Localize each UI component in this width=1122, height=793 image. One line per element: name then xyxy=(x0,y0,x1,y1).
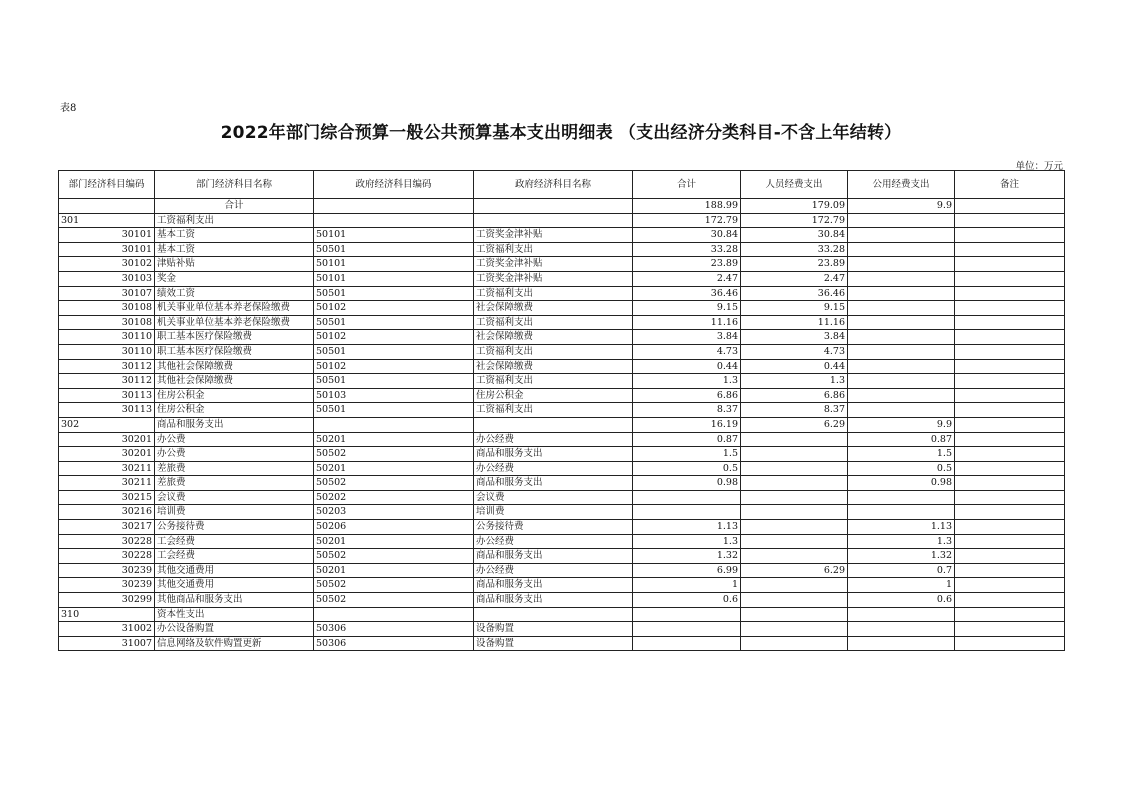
cell-total xyxy=(633,505,741,520)
cell-personnel xyxy=(741,432,848,447)
cell-public xyxy=(848,607,955,622)
table-row xyxy=(59,228,1065,243)
cell-dept-code: 30108 xyxy=(59,315,155,330)
cell-gov-code: 50101 xyxy=(314,228,474,243)
cell-total xyxy=(633,607,741,622)
cell-dept-code: 30101 xyxy=(59,228,155,243)
cell-total: 172.79 xyxy=(633,213,741,228)
cell-dept-code: 30299 xyxy=(59,593,155,608)
cell-dept-name: 职工基本医疗保险缴费 xyxy=(155,330,314,345)
cell-dept-name: 绩效工资 xyxy=(155,286,314,301)
cell-public: 1.13 xyxy=(848,520,955,535)
cell-note xyxy=(955,301,1065,316)
cell-gov-name: 培训费 xyxy=(474,505,633,520)
cell-note xyxy=(955,315,1065,330)
cell-gov-name: 商品和服务支出 xyxy=(474,578,633,593)
cell-gov-name xyxy=(474,417,633,432)
cell-personnel: 36.46 xyxy=(741,286,848,301)
cell-dept-code: 30239 xyxy=(59,563,155,578)
cell-note xyxy=(955,257,1065,272)
cell-gov-name: 办公经费 xyxy=(474,534,633,549)
cell-dept-code: 30228 xyxy=(59,534,155,549)
unit-label: 单位：万元 xyxy=(1015,161,1063,172)
header-gov-name: 政府经济科目名称 xyxy=(474,171,633,199)
cell-gov-name: 商品和服务支出 xyxy=(474,593,633,608)
cell-dept-code: 310 xyxy=(59,607,155,622)
cell-dept-name: 机关事业单位基本养老保险缴费 xyxy=(155,315,314,330)
cell-public xyxy=(848,330,955,345)
table-row xyxy=(59,549,1065,564)
cell-gov-name: 工资奖金津补贴 xyxy=(474,257,633,272)
cell-public xyxy=(848,242,955,257)
cell-total: 1.13 xyxy=(633,520,741,535)
cell-dept-code: 31007 xyxy=(59,636,155,651)
cell-gov-name xyxy=(474,607,633,622)
cell-public xyxy=(848,490,955,505)
cell-note xyxy=(955,359,1065,374)
table-row xyxy=(59,432,1065,447)
cell-personnel xyxy=(741,636,848,651)
total-gname-cell xyxy=(474,199,633,214)
cell-gov-code: 50201 xyxy=(314,563,474,578)
cell-gov-code: 50502 xyxy=(314,476,474,491)
cell-gov-name: 工资奖金津补贴 xyxy=(474,228,633,243)
cell-total: 6.99 xyxy=(633,563,741,578)
cell-personnel: 6.86 xyxy=(741,388,848,403)
cell-gov-code: 50501 xyxy=(314,403,474,418)
cell-gov-name: 设备购置 xyxy=(474,636,633,651)
cell-gov-code: 50201 xyxy=(314,461,474,476)
cell-gov-name: 工资福利支出 xyxy=(474,374,633,389)
cell-total xyxy=(633,636,741,651)
cell-note xyxy=(955,447,1065,462)
cell-total: 23.89 xyxy=(633,257,741,272)
cell-gov-name: 商品和服务支出 xyxy=(474,549,633,564)
table-row xyxy=(59,403,1065,418)
table-row xyxy=(59,315,1065,330)
cell-gov-code: 50501 xyxy=(314,242,474,257)
table-row xyxy=(59,374,1065,389)
cell-note xyxy=(955,374,1065,389)
cell-dept-code: 30113 xyxy=(59,403,155,418)
total-personnel: 179.09 xyxy=(741,199,848,214)
cell-public: 9.9 xyxy=(848,417,955,432)
cell-dept-code: 30112 xyxy=(59,359,155,374)
cell-total: 33.28 xyxy=(633,242,741,257)
cell-note xyxy=(955,432,1065,447)
cell-public xyxy=(848,271,955,286)
budget-table xyxy=(58,170,1065,651)
cell-dept-name: 机关事业单位基本养老保险缴费 xyxy=(155,301,314,316)
cell-gov-name: 社会保障缴费 xyxy=(474,301,633,316)
cell-gov-code: 50502 xyxy=(314,549,474,564)
category-row xyxy=(59,417,1065,432)
cell-dept-code: 30113 xyxy=(59,388,155,403)
cell-total: 1.3 xyxy=(633,374,741,389)
cell-personnel: 4.73 xyxy=(741,344,848,359)
cell-gov-code: 50501 xyxy=(314,344,474,359)
cell-total: 6.86 xyxy=(633,388,741,403)
cell-gov-name: 工资福利支出 xyxy=(474,315,633,330)
cell-gov-name: 社会保障缴费 xyxy=(474,359,633,374)
table-row xyxy=(59,257,1065,272)
cell-gov-code: 50102 xyxy=(314,359,474,374)
cell-gov-code: 50201 xyxy=(314,432,474,447)
total-label: 合计 xyxy=(155,199,314,214)
cell-public xyxy=(848,388,955,403)
cell-public xyxy=(848,286,955,301)
cell-note xyxy=(955,593,1065,608)
total-amount: 188.99 xyxy=(633,199,741,214)
cell-note xyxy=(955,476,1065,491)
cell-dept-code: 301 xyxy=(59,213,155,228)
cell-gov-code: 50103 xyxy=(314,388,474,403)
cell-dept-code: 30216 xyxy=(59,505,155,520)
cell-dept-name: 工资福利支出 xyxy=(155,213,314,228)
cell-total: 2.47 xyxy=(633,271,741,286)
table-row xyxy=(59,330,1065,345)
table-row xyxy=(59,563,1065,578)
cell-gov-code: 50102 xyxy=(314,330,474,345)
cell-gov-code: 50502 xyxy=(314,447,474,462)
cell-public: 1.5 xyxy=(848,447,955,462)
table-row xyxy=(59,622,1065,637)
cell-gov-name: 工资福利支出 xyxy=(474,242,633,257)
table-row xyxy=(59,242,1065,257)
cell-gov-code: 50203 xyxy=(314,505,474,520)
cell-public: 0.5 xyxy=(848,461,955,476)
cell-note xyxy=(955,505,1065,520)
cell-gov-code: 50101 xyxy=(314,271,474,286)
cell-note xyxy=(955,388,1065,403)
cell-dept-code: 30110 xyxy=(59,330,155,345)
cell-dept-name: 培训费 xyxy=(155,505,314,520)
cell-dept-name: 办公费 xyxy=(155,447,314,462)
cell-public xyxy=(848,344,955,359)
cell-public: 1.32 xyxy=(848,549,955,564)
cell-gov-name: 会议费 xyxy=(474,490,633,505)
total-gcode-cell xyxy=(314,199,474,214)
cell-public xyxy=(848,374,955,389)
cell-dept-name: 基本工资 xyxy=(155,242,314,257)
cell-public xyxy=(848,301,955,316)
cell-personnel xyxy=(741,505,848,520)
cell-gov-code: 50206 xyxy=(314,520,474,535)
cell-gov-code: 50306 xyxy=(314,636,474,651)
cell-total xyxy=(633,490,741,505)
cell-total: 36.46 xyxy=(633,286,741,301)
cell-dept-name: 津贴补贴 xyxy=(155,257,314,272)
cell-note xyxy=(955,520,1065,535)
cell-total: 1.32 xyxy=(633,549,741,564)
cell-note xyxy=(955,490,1065,505)
total-public: 9.9 xyxy=(848,199,955,214)
cell-note xyxy=(955,403,1065,418)
cell-personnel xyxy=(741,549,848,564)
cell-dept-name: 奖金 xyxy=(155,271,314,286)
cell-total: 8.37 xyxy=(633,403,741,418)
cell-gov-name: 办公经费 xyxy=(474,432,633,447)
cell-personnel: 8.37 xyxy=(741,403,848,418)
cell-public: 0.7 xyxy=(848,563,955,578)
table-row xyxy=(59,593,1065,608)
cell-dept-code: 30103 xyxy=(59,271,155,286)
header-dept-code: 部门经济科目编码 xyxy=(59,171,155,199)
cell-dept-code: 30102 xyxy=(59,257,155,272)
cell-dept-code: 30217 xyxy=(59,520,155,535)
cell-note xyxy=(955,636,1065,651)
cell-dept-code: 30107 xyxy=(59,286,155,301)
cell-personnel: 0.44 xyxy=(741,359,848,374)
cell-dept-name: 差旅费 xyxy=(155,476,314,491)
cell-note xyxy=(955,563,1065,578)
cell-public xyxy=(848,213,955,228)
cell-gov-code: 50201 xyxy=(314,534,474,549)
cell-dept-name: 其他商品和服务支出 xyxy=(155,593,314,608)
cell-gov-code xyxy=(314,213,474,228)
cell-personnel: 172.79 xyxy=(741,213,848,228)
cell-gov-code: 50502 xyxy=(314,578,474,593)
cell-total: 1 xyxy=(633,578,741,593)
cell-personnel xyxy=(741,490,848,505)
cell-gov-name: 商品和服务支出 xyxy=(474,476,633,491)
total-note-cell xyxy=(955,199,1065,214)
header-public: 公用经费支出 xyxy=(848,171,955,199)
cell-gov-code: 50101 xyxy=(314,257,474,272)
cell-dept-name: 其他交通费用 xyxy=(155,578,314,593)
cell-dept-code: 30239 xyxy=(59,578,155,593)
cell-personnel: 11.16 xyxy=(741,315,848,330)
cell-note xyxy=(955,461,1065,476)
cell-public xyxy=(848,228,955,243)
cell-note xyxy=(955,534,1065,549)
cell-total: 11.16 xyxy=(633,315,741,330)
cell-note xyxy=(955,213,1065,228)
cell-personnel: 9.15 xyxy=(741,301,848,316)
cell-gov-code xyxy=(314,607,474,622)
cell-dept-code: 30101 xyxy=(59,242,155,257)
cell-total: 9.15 xyxy=(633,301,741,316)
cell-note xyxy=(955,549,1065,564)
cell-dept-code: 30211 xyxy=(59,476,155,491)
cell-gov-name: 工资福利支出 xyxy=(474,403,633,418)
cell-dept-name: 商品和服务支出 xyxy=(155,417,314,432)
cell-note xyxy=(955,607,1065,622)
table-row xyxy=(59,476,1065,491)
cell-dept-code: 30108 xyxy=(59,301,155,316)
cell-personnel: 30.84 xyxy=(741,228,848,243)
cell-gov-name: 住房公积金 xyxy=(474,388,633,403)
table-row xyxy=(59,520,1065,535)
cell-dept-name: 住房公积金 xyxy=(155,403,314,418)
header-row xyxy=(59,171,1065,199)
cell-dept-name: 公务接待费 xyxy=(155,520,314,535)
cell-public xyxy=(848,359,955,374)
table-row xyxy=(59,534,1065,549)
header-dept-name: 部门经济科目名称 xyxy=(155,171,314,199)
cell-note xyxy=(955,242,1065,257)
cell-public xyxy=(848,257,955,272)
cell-gov-name: 商品和服务支出 xyxy=(474,447,633,462)
cell-personnel: 23.89 xyxy=(741,257,848,272)
cell-dept-code: 30110 xyxy=(59,344,155,359)
cell-dept-name: 基本工资 xyxy=(155,228,314,243)
cell-gov-name: 社会保障缴费 xyxy=(474,330,633,345)
cell-dept-code: 30201 xyxy=(59,447,155,462)
cell-total: 30.84 xyxy=(633,228,741,243)
cell-personnel xyxy=(741,476,848,491)
cell-personnel: 3.84 xyxy=(741,330,848,345)
cell-personnel xyxy=(741,578,848,593)
cell-dept-name: 职工基本医疗保险缴费 xyxy=(155,344,314,359)
cell-total xyxy=(633,622,741,637)
cell-dept-name: 工会经费 xyxy=(155,534,314,549)
cell-gov-name: 公务接待费 xyxy=(474,520,633,535)
cell-note xyxy=(955,286,1065,301)
cell-note xyxy=(955,271,1065,286)
cell-public: 0.87 xyxy=(848,432,955,447)
page-title: 2022年部门综合预算一般公共预算基本支出明细表 （支出经济分类科目-不含上年结转） xyxy=(220,123,902,143)
header-total: 合计 xyxy=(633,171,741,199)
total-code-cell xyxy=(59,199,155,214)
cell-dept-name: 工会经费 xyxy=(155,549,314,564)
cell-dept-code: 30112 xyxy=(59,374,155,389)
total-row xyxy=(59,199,1065,214)
table-row xyxy=(59,636,1065,651)
table-row xyxy=(59,344,1065,359)
table-row xyxy=(59,301,1065,316)
cell-dept-name: 会议费 xyxy=(155,490,314,505)
cell-gov-code xyxy=(314,417,474,432)
table-row xyxy=(59,359,1065,374)
cell-dept-name: 其他社会保障缴费 xyxy=(155,374,314,389)
cell-gov-name: 办公经费 xyxy=(474,461,633,476)
cell-total: 0.98 xyxy=(633,476,741,491)
cell-total: 1.5 xyxy=(633,447,741,462)
cell-public: 0.6 xyxy=(848,593,955,608)
cell-gov-code: 50501 xyxy=(314,374,474,389)
cell-gov-code: 50501 xyxy=(314,286,474,301)
cell-gov-name: 工资福利支出 xyxy=(474,344,633,359)
cell-public xyxy=(848,622,955,637)
cell-note xyxy=(955,417,1065,432)
table-row xyxy=(59,578,1065,593)
cell-dept-code: 30211 xyxy=(59,461,155,476)
cell-personnel xyxy=(741,593,848,608)
table-row xyxy=(59,388,1065,403)
cell-note xyxy=(955,622,1065,637)
cell-personnel xyxy=(741,622,848,637)
cell-total: 16.19 xyxy=(633,417,741,432)
cell-dept-name: 信息网络及软件购置更新 xyxy=(155,636,314,651)
cell-dept-code: 31002 xyxy=(59,622,155,637)
cell-personnel xyxy=(741,534,848,549)
header-note: 备注 xyxy=(955,171,1065,199)
cell-total: 3.84 xyxy=(633,330,741,345)
cell-dept-code: 302 xyxy=(59,417,155,432)
cell-gov-name xyxy=(474,213,633,228)
cell-public: 1.3 xyxy=(848,534,955,549)
cell-personnel xyxy=(741,607,848,622)
table-row xyxy=(59,461,1065,476)
table-row xyxy=(59,490,1065,505)
cell-dept-name: 办公费 xyxy=(155,432,314,447)
cell-personnel xyxy=(741,520,848,535)
cell-total: 0.87 xyxy=(633,432,741,447)
cell-personnel: 6.29 xyxy=(741,563,848,578)
cell-dept-code: 30215 xyxy=(59,490,155,505)
cell-gov-name: 设备购置 xyxy=(474,622,633,637)
cell-public xyxy=(848,403,955,418)
cell-dept-name: 其他交通费用 xyxy=(155,563,314,578)
category-row xyxy=(59,213,1065,228)
cell-public: 0.98 xyxy=(848,476,955,491)
header-personnel: 人员经费支出 xyxy=(741,171,848,199)
cell-dept-name: 住房公积金 xyxy=(155,388,314,403)
cell-total: 0.5 xyxy=(633,461,741,476)
table-row xyxy=(59,447,1065,462)
cell-public xyxy=(848,636,955,651)
cell-total: 0.44 xyxy=(633,359,741,374)
cell-gov-code: 50502 xyxy=(314,593,474,608)
table-row xyxy=(59,271,1065,286)
cell-personnel xyxy=(741,461,848,476)
cell-note xyxy=(955,578,1065,593)
cell-personnel: 1.3 xyxy=(741,374,848,389)
table-row xyxy=(59,286,1065,301)
category-row xyxy=(59,607,1065,622)
table-row xyxy=(59,505,1065,520)
cell-total: 4.73 xyxy=(633,344,741,359)
header-gov-code: 政府经济科目编码 xyxy=(314,171,474,199)
cell-dept-name: 差旅费 xyxy=(155,461,314,476)
cell-note xyxy=(955,330,1065,345)
cell-gov-code: 50102 xyxy=(314,301,474,316)
sheet-label: 表8 xyxy=(60,103,77,114)
cell-note xyxy=(955,344,1065,359)
cell-gov-code: 50501 xyxy=(314,315,474,330)
cell-total: 0.6 xyxy=(633,593,741,608)
cell-dept-name: 其他社会保障缴费 xyxy=(155,359,314,374)
cell-gov-code: 50202 xyxy=(314,490,474,505)
cell-gov-name: 工资福利支出 xyxy=(474,286,633,301)
cell-gov-code: 50306 xyxy=(314,622,474,637)
cell-public xyxy=(848,505,955,520)
cell-personnel xyxy=(741,447,848,462)
cell-public xyxy=(848,315,955,330)
cell-gov-name: 工资奖金津补贴 xyxy=(474,271,633,286)
cell-dept-code: 30201 xyxy=(59,432,155,447)
cell-personnel: 33.28 xyxy=(741,242,848,257)
cell-dept-name: 资本性支出 xyxy=(155,607,314,622)
cell-public: 1 xyxy=(848,578,955,593)
cell-dept-name: 办公设备购置 xyxy=(155,622,314,637)
cell-total: 1.3 xyxy=(633,534,741,549)
cell-gov-name: 办公经费 xyxy=(474,563,633,578)
cell-personnel: 2.47 xyxy=(741,271,848,286)
cell-note xyxy=(955,228,1065,243)
cell-personnel: 6.29 xyxy=(741,417,848,432)
cell-dept-code: 30228 xyxy=(59,549,155,564)
